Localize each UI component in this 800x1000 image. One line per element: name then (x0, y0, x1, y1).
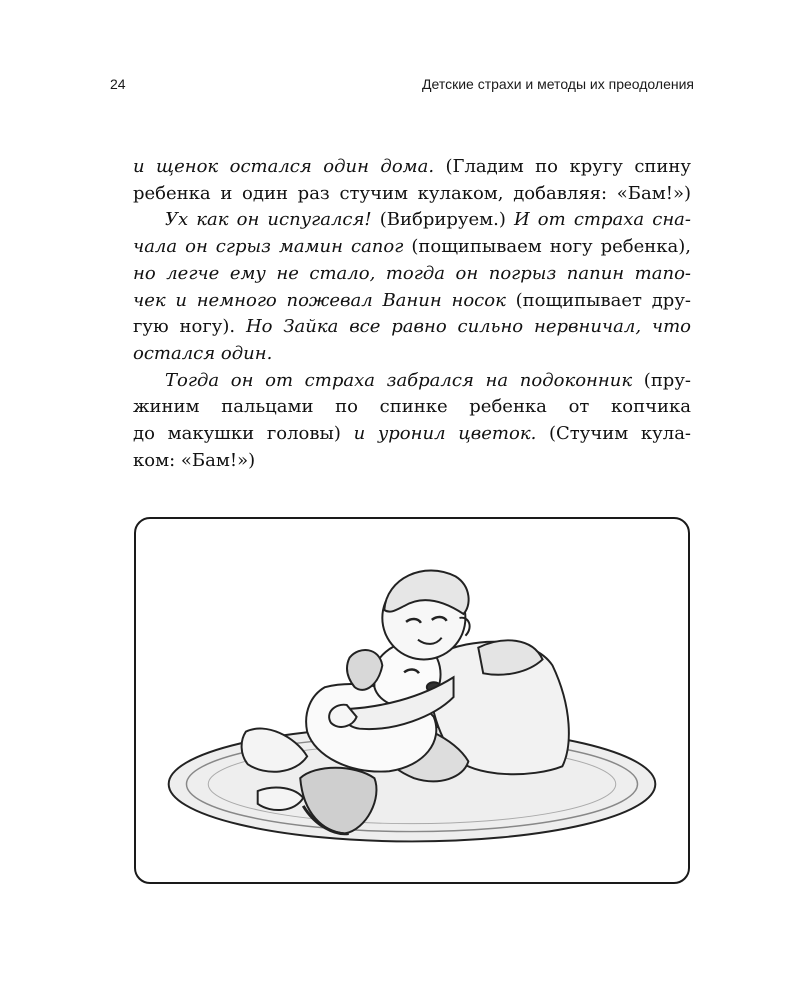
running-title: Детские страхи и методы их преодоления (422, 76, 694, 92)
page-number: 24 (110, 76, 126, 92)
text-line: Тогда он от страха забрался на подоконник (пру- (165, 369, 692, 391)
text-line: чек и немного пожевал Ванин носок (пощипывает дру- (133, 289, 692, 311)
boy-hugging-puppy-illustration (136, 519, 688, 882)
illustration-frame (134, 517, 690, 884)
text-line: Ух как он испугался! (Вибрируем.) И от страха сна- (165, 209, 691, 231)
text-line: ком: «Бам!») (133, 449, 256, 471)
text-line: остался один. (133, 342, 273, 364)
text-line: и щенок остался один дома. (Гладим по кругу спину (133, 156, 691, 177)
body-text (133, 154, 691, 474)
text-line: гую ногу). Но Зайка все равно сильно нервничал, что (133, 316, 691, 338)
text-line: жиним пальцами по спинке ребенка от копчика (133, 396, 691, 418)
running-header (110, 76, 694, 92)
text-line: но легче ему не стало, тогда он погрыз папин тапо- (133, 262, 691, 284)
text-line: чала он сгрыз мамин сапог (пощипываем ногу ребенка), (133, 236, 691, 258)
text-line: ребенка и один раз стучим кулаком, добавляя: «Бам!») (133, 182, 691, 204)
text-line: до макушки головы) и уронил цветок. (Стучим кула- (133, 423, 692, 445)
